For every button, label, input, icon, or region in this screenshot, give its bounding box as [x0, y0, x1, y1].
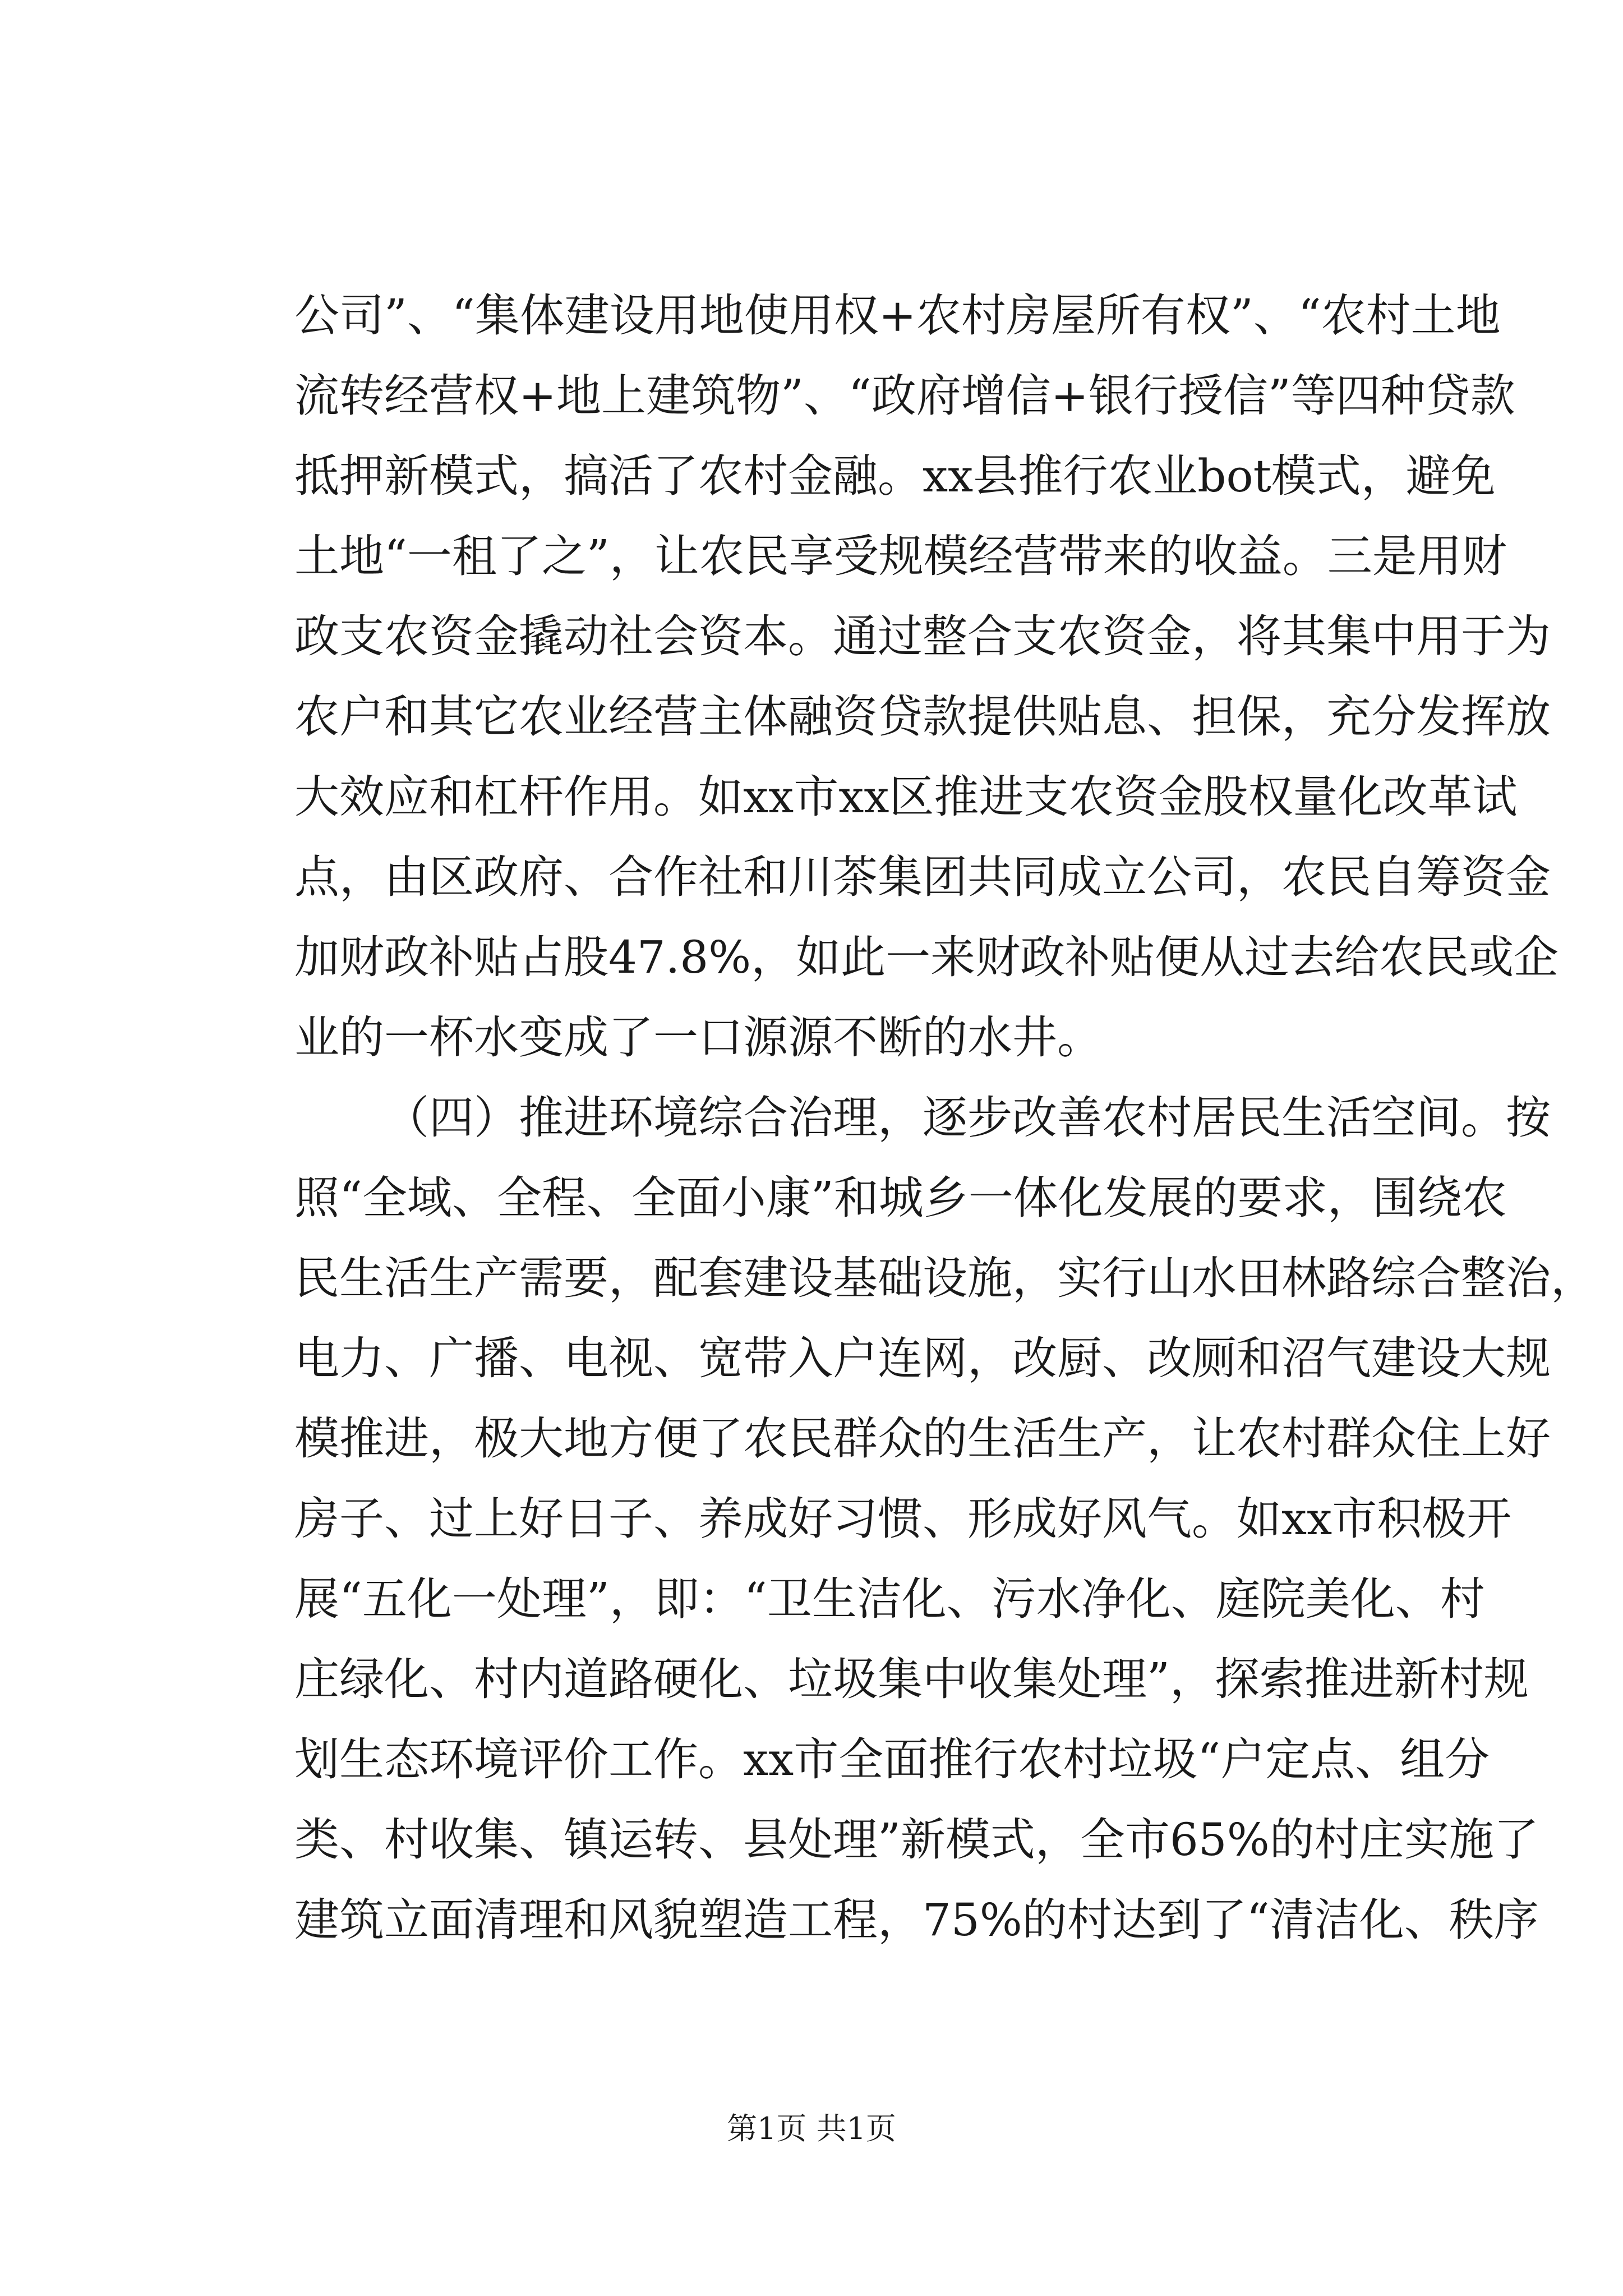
text-line: 照“全域、全程、全面小康”和城乡一体化发展的要求，围绕农	[294, 1172, 1507, 1224]
text-line: 业的一杯水变成了一口源源不断的水井。	[294, 1011, 1102, 1064]
text-line: （四）推进环境综合治理，逐步改善农村居民生活空间。按	[384, 1092, 1551, 1144]
text-line: 大效应和杠杆作用。如xx市xx区推进支农资金股权量化改革试	[294, 771, 1518, 823]
text-line: 加财政补贴占股47.8%，如此一来财政补贴便从过去给农民或企	[294, 931, 1559, 983]
text-line: 划生态环境评价工作。xx市全面推行农村垃圾“户定点、组分	[294, 1733, 1490, 1786]
text-line: 庄绿化、村内道路硬化、垃圾集中收集处理”，探索推进新村规	[294, 1653, 1529, 1705]
text-line: 电力、广播、电视、宽带入户连网，改厨、改厕和沼气建设大规	[294, 1332, 1551, 1384]
text-line: 流转经营权+地上建筑物”、“政府增信+银行授信”等四种贷款	[294, 370, 1515, 422]
text-line: 公司”、“集体建设用地使用权+农村房屋所有权”、“农村土地	[294, 289, 1501, 342]
text-line: 民生活生产需要，配套建设基础设施，实行山水田林路综合整治，	[294, 1252, 1596, 1304]
page-footer: 第1页 共1页	[727, 2111, 896, 2146]
text-line: 抵押新模式，搞活了农村金融。xx县推行农业bot模式，避免	[294, 450, 1496, 502]
text-line: 点，由区政府、合作社和川茶集团共同成立公司，农民自筹资金	[294, 851, 1551, 903]
text-line: 农户和其它农业经营主体融资贷款提供贴息、担保，充分发挥放	[294, 691, 1551, 743]
text-line: 政支农资金撬动社会资本。通过整合支农资金，将其集中用于为	[294, 610, 1551, 662]
text-line: 类、村收集、镇运转、县处理”新模式，全市65%的村庄实施了	[294, 1814, 1539, 1866]
text-line: 土地“一租了之”，让农民享受规模经营带来的收益。三是用财	[294, 530, 1507, 582]
text-line: 房子、过上好日子、养成好习惯、形成好风气。如xx市积极开	[294, 1493, 1512, 1545]
text-line: 建筑立面清理和风貌塑造工程，75%的村达到了“清洁化、秩序	[294, 1894, 1539, 1946]
text-line: 模推进，极大地方便了农民群众的生活生产，让农村群众住上好	[294, 1412, 1551, 1465]
text-line: 展“五化一处理”，即：“卫生洁化、污水净化、庭院美化、村	[294, 1573, 1485, 1625]
